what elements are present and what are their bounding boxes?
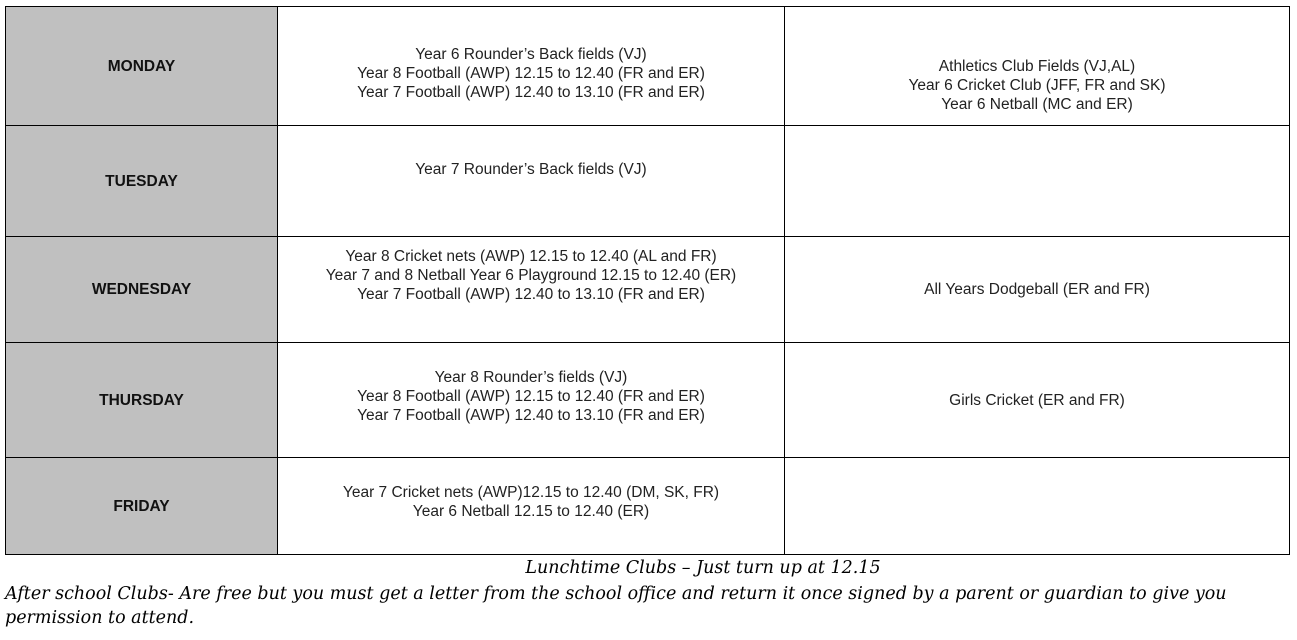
lunchtime-clubs-note: Lunchtime Clubs – Just turn up at 12.15 [525,558,881,578]
club-entry: Year 8 Rounder’s fields (VJ) [434,369,628,386]
club-entry: Year 7 Football (AWP) 12.40 to 13.10 (FR and ER) [357,407,705,424]
after-school-cell-tuesday [785,126,1290,237]
club-entry: Year 7 Football (AWP) 12.40 to 13.10 (FR and ER) [357,286,705,303]
after-school-cell-thursday [785,343,1290,458]
lunchtime-cell-wednesday [278,237,785,343]
club-entry: Year 6 Netball 12.15 to 12.40 (ER) [412,503,650,520]
after-school-clubs-note: After school Clubs- Are free but you must get a letter from the school office and return it once signed by a parent or guardian to give you permission to attend. [5,584,1227,628]
day-cell-tuesday: TUESDAY [6,126,278,237]
notes-section [5,555,1289,630]
club-entry: Year 8 Cricket nets (AWP) 12.15 to 12.40 (AL and FR) [345,248,717,265]
table-row-wednesday [6,237,1290,343]
club-entry: Year 6 Netball (MC and ER) [941,96,1133,113]
lunchtime-cell-tuesday [278,126,785,237]
after-school-cell-monday [785,7,1290,126]
clubs-schedule-table [5,6,1290,555]
club-entry: All Years Dodgeball (ER and FR) [924,281,1150,298]
day-cell-thursday: THURSDAY [6,343,278,458]
table-row-monday [6,7,1290,126]
club-entry: Year 6 Rounder’s Back fields (VJ) [415,46,647,63]
after-school-cell-wednesday [785,237,1290,343]
lunchtime-cell-friday [278,458,785,555]
club-entry: Athletics Club Fields (VJ,AL) [938,58,1136,75]
after-school-cell-friday [785,458,1290,555]
day-cell-wednesday: WEDNESDAY [6,237,278,343]
club-entry: Girls Cricket (ER and FR) [949,391,1125,409]
club-entry: Year 8 Football (AWP) 12.15 to 12.40 (FR and ER) [357,65,705,82]
club-entry: Year 7 Cricket nets (AWP)12.15 to 12.40 (DM, SK, FR) [342,484,720,501]
club-entry: Year 7 Rounder’s Back fields (VJ) [415,161,647,178]
club-entry: Year 7 Football (AWP) 12.40 to 13.10 (FR and ER) [357,84,705,101]
day-cell-friday: FRIDAY [6,458,278,555]
lunchtime-cell-monday [278,7,785,126]
lunchtime-cell-thursday [278,343,785,458]
day-cell-monday: MONDAY [6,7,278,126]
table-row-friday [6,458,1290,555]
club-entry: Year 8 Football (AWP) 12.15 to 12.40 (FR and ER) [357,388,705,405]
table-row-thursday [6,343,1290,458]
table-row-tuesday [6,126,1290,237]
club-entry: Year 7 and 8 Netball Year 6 Playground 12.15 to 12.40 (ER) [325,267,737,284]
club-entry: Year 6 Cricket Club (JFF, FR and SK) [908,77,1166,94]
